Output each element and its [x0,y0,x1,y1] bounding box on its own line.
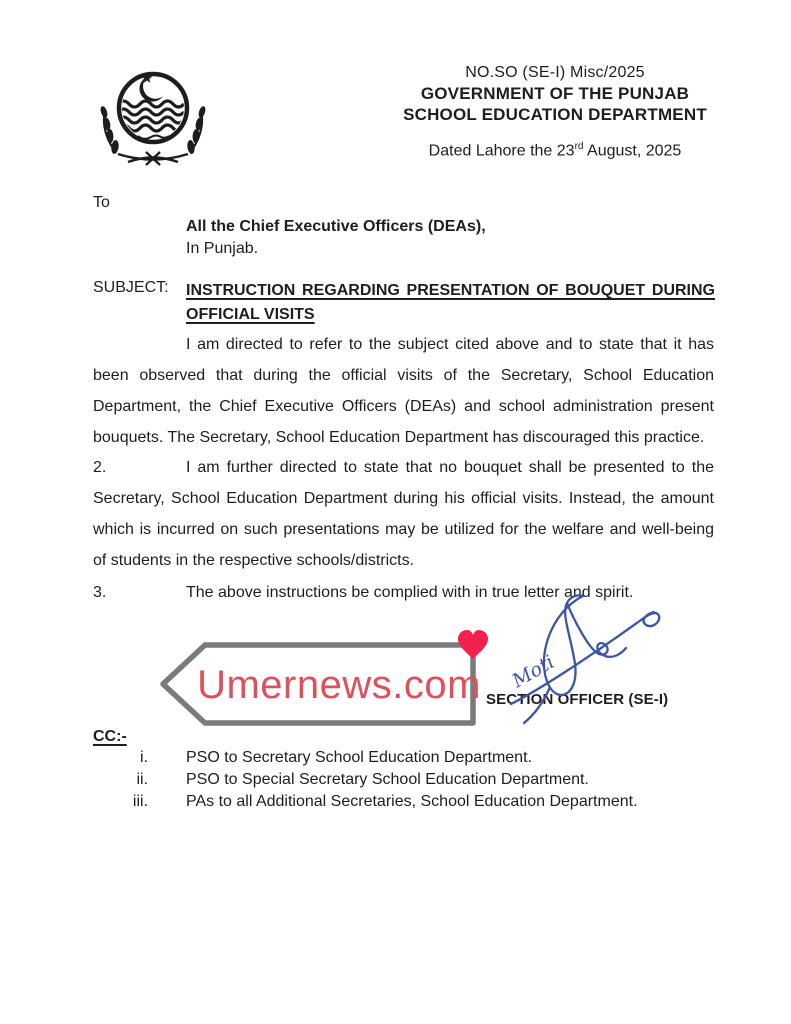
watermark-text: Umernews.com [197,663,481,707]
letterhead [335,62,775,160]
to-label: To [93,194,110,211]
date-ordinal: rd [574,141,584,152]
date-text-suffix: August, 2025 [583,142,682,160]
letter-date [335,141,775,160]
cc-item-numeral: ii. [136,771,148,788]
cc-item-numeral: iii. [132,793,148,810]
subject-row [93,279,715,327]
paragraph-1: I am directed to refer to the subject cited above and to state that it has been observed that during the official visits of the Secretary, School Education Department, the Chief Executive Officers (DEAs) and school administration present bouquets. The Secretary, School Education Department has discouraged this practice. [93,336,714,446]
paragraph-3-text: The above instructions be complied with in true letter and spirit. [186,584,634,601]
department-name: SCHOOL EDUCATION DEPARTMENT [403,105,707,124]
cc-item [93,747,714,769]
reference-number: NO.SO (SE-I) Misc/2025 [465,64,645,81]
signatory-title: SECTION OFFICER (SE-I) [486,691,669,708]
cc-item-numeral: i. [140,749,148,766]
addressee-name: All the Chief Executive Officers (DEAs), [186,218,486,235]
cc-item [93,791,714,813]
signature-ink [503,590,678,730]
paragraph-3-number: 3. [93,584,107,601]
signature-name-text: Moti [508,650,559,693]
punjab-government-emblem-icon [94,64,212,168]
cc-label: CC:- [93,728,127,745]
watermark [158,626,498,730]
addressee-block [186,216,486,260]
cc-item-text: PSO to Special Secretary School Education Department. [186,771,589,788]
paragraph-2-text: I am further directed to state that no bouquet shall be presented to the Secretary, School Education Department during his official visits. Instead, the amount which is incurred on such presentations may be utilized for the welfare and well-being of students in the respective schools/districts. [93,459,714,569]
cc-item-text: PSO to Secretary School Education Department. [186,749,532,766]
government-name: GOVERNMENT OF THE PUNJAB [420,84,690,103]
subject-label: SUBJECT: [93,279,169,296]
paragraph-2-number: 2. [93,459,107,476]
date-text: Dated Lahore the 23 [428,142,575,160]
paragraph-2 [93,452,714,576]
cc-item-text: PAs to all Additional Secretaries, School Education Department. [186,793,638,810]
addressee-location: In Punjab. [186,240,259,257]
subject-text: INSTRUCTION REGARDING PRESENTATION OF BOUQUET DURING OFFICIAL VISITS [186,282,715,323]
cc-item [93,769,714,791]
cc-block [93,726,714,813]
